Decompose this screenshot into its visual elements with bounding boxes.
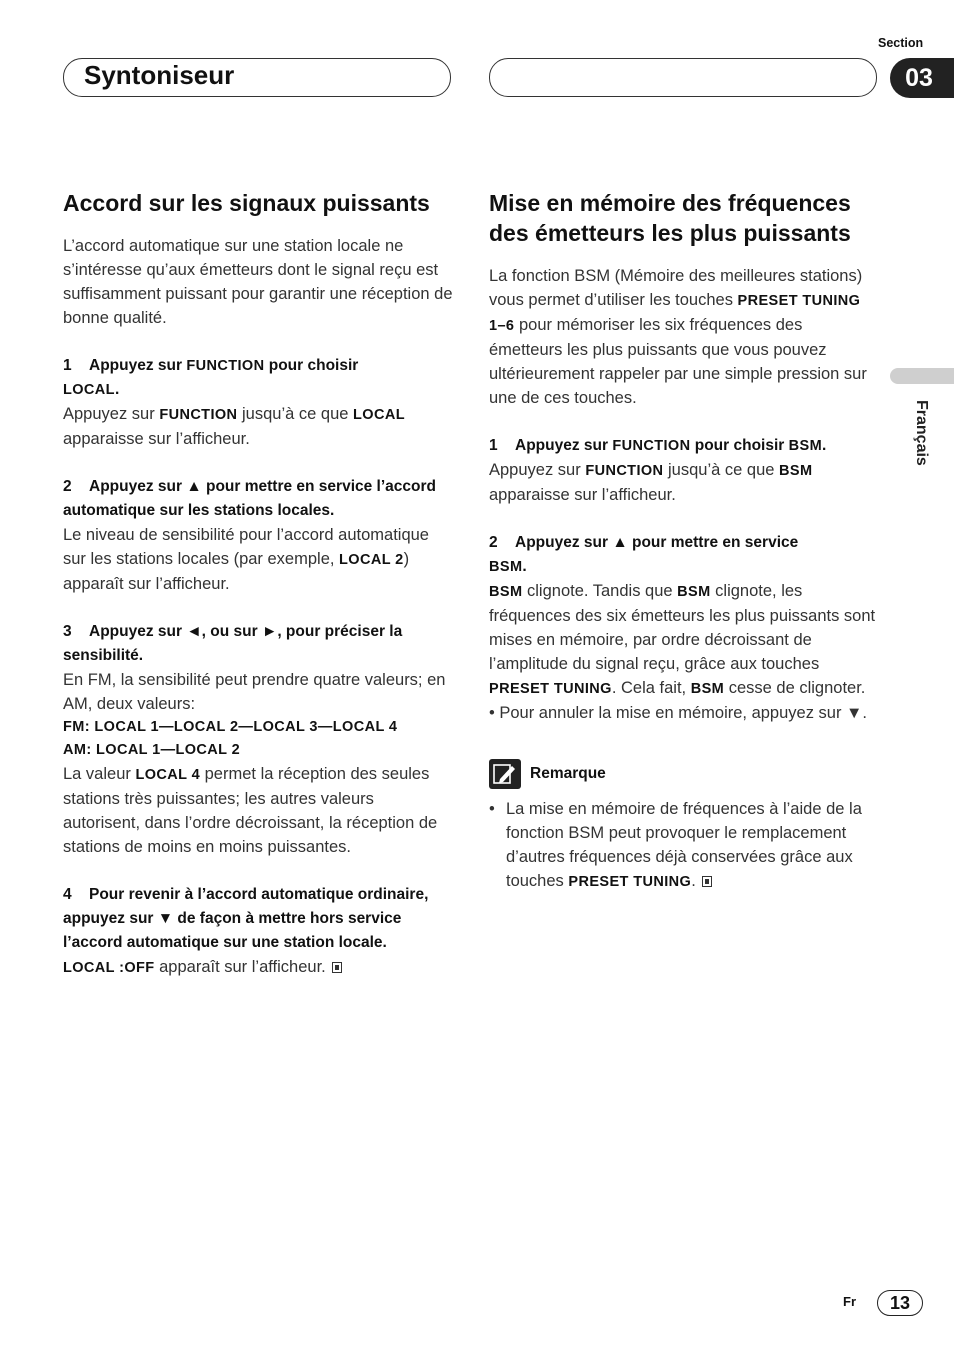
left-step-1: 1 Appuyez sur FUNCTION pour choisir LOCAL. [63, 357, 359, 398]
section-number-badge [890, 58, 954, 98]
left-intro: L’accord automatique sur une station locale ne s’intéresse qu’aux émetteurs dont le signal reçu est suffisamment puissant pour garantir une réception de bonne qualité. [63, 237, 453, 327]
end-mark-icon [702, 876, 712, 887]
right-step-2-body: BSM clignote. Tandis que BSM clignote, les fréquences des six émetteurs les plus puissants sont mises en mémoire, par ordre décroissant de l’amplitude du signal reçu, grâce aux touches PRESET TUNING. Cela fait, BSM cesse de clignoter. [489, 582, 876, 697]
right-intro: La fonction BSM (Mémoire des meilleures stations) vous permet d’utiliser les touches PRESET TUNING 1–6 pour mémoriser les six fréquences des émetteurs les plus puissants que vous pouvez ultérieurement rappeler par une simple pression sur une de ces touches. [489, 267, 867, 407]
language-code: Fr [843, 1294, 856, 1309]
left-arrow-icon: ◄ [186, 623, 202, 640]
right-bullet-cancel: • Pour annuler la mise en mémoire, appuyez sur ▼. [489, 704, 867, 722]
note-pencil-icon [489, 759, 521, 789]
right-column [489, 188, 877, 894]
right-heading: Mise en mémoire des fréquences des émetteurs les plus puissants [489, 190, 851, 246]
down-arrow-icon: ▼ [846, 704, 863, 722]
left-step-2: 2 Appuyez sur ▲ pour mettre en service l’accord automatique sur les stations locales. [63, 478, 436, 519]
fm-values: FM: LOCAL 1—LOCAL 2—LOCAL 3—LOCAL 4 [63, 719, 398, 735]
left-step-2-body: Le niveau de sensibilité pour l’accord automatique sur les stations locales (par exemple, LOCAL 2) apparaît sur l’afficheur. [63, 526, 429, 593]
left-step-3-body: En FM, la sensibilité peut prendre quatre valeurs; en AM, deux valeurs: [63, 671, 446, 713]
note-bullet: • La mise en mémoire de fréquences à l’aide de la fonction BSM peut provoquer le remplacement d’autres fréquences déjà conservées grâce aux touches PRESET TUNING. [489, 800, 862, 890]
left-column [63, 188, 455, 980]
note-header [489, 759, 877, 789]
up-arrow-icon: ▲ [186, 478, 202, 495]
note-title: Remarque [530, 765, 606, 782]
left-step-1-body: Appuyez sur FUNCTION jusqu’à ce que LOCAL apparaisse sur l’afficheur. [63, 405, 405, 448]
right-header-frame [489, 58, 877, 97]
left-heading: Accord sur les signaux puissants [63, 190, 430, 216]
left-step-3: 3 Appuyez sur ◄, ou sur ►, pour préciser la sensibilité. [63, 623, 403, 664]
am-values: AM: LOCAL 1—LOCAL 2 [63, 742, 241, 758]
left-step-4: 4 Pour revenir à l’accord automatique ordinaire, appuyez sur ▼ de façon à mettre hors service l’accord automatique sur une station locale. [63, 886, 429, 951]
right-step-1-body: Appuyez sur FUNCTION jusqu’à ce que BSM apparaisse sur l’afficheur. [489, 461, 813, 504]
end-mark-icon [332, 962, 342, 973]
left-step-3-body-2: La valeur LOCAL 4 permet la réception des seules stations très puissantes; les autres valeurs autorisent, dans l’ordre décroissant, la réception de stations de moins en moins puissantes. [63, 765, 438, 856]
section-number: 03 [905, 63, 933, 92]
up-arrow-icon: ▲ [612, 534, 628, 551]
language-tab [890, 368, 954, 384]
right-arrow-icon: ► [261, 623, 278, 640]
left-step-4-body: LOCAL :OFF apparaît sur l’afficheur. [63, 955, 455, 980]
page-number: 13 [877, 1290, 923, 1316]
right-step-1: 1 Appuyez sur FUNCTION pour choisir BSM. [489, 437, 827, 454]
right-step-2: 2 Appuyez sur ▲ pour mettre en service BSM. [489, 534, 799, 575]
page-title: Syntoniseur [84, 60, 235, 90]
language-label: Français [913, 400, 930, 466]
down-arrow-icon: ▼ [157, 910, 174, 927]
section-label: Section [878, 36, 924, 50]
